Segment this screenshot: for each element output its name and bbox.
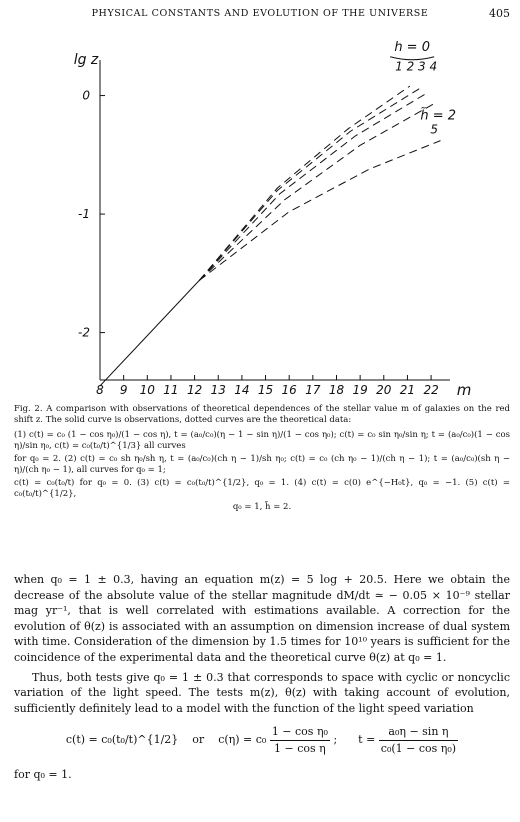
y-tick-label: -2: [78, 325, 90, 340]
x-tick-label: 19: [352, 383, 368, 397]
caption-formula-3: c(t) = c₀(t₀/t) for q₀ = 0. (3) c(t) = c₀(t₀/t)^{1/2}, q₀ = 1. (4) c(t) = c(0) e^{−H₀t}, q₀ = −1. (5) c(t) = c₀(t₀/t)^{1/2},: [14, 477, 510, 500]
caption-formula-2: for q₀ = 2. (2) c(t) = c₀ sh η₀/sh η, t = (a₀/c₀)(ch η − 1)/sh η₀; c(t) = c₀ (ch η₀ − 1)/(ch η − 1); t = (a₀/c₀)(sh η − η)/(ch η₀ − 1), all curves for q₀ = 1;: [14, 453, 510, 476]
y-tick-label: -1: [78, 207, 90, 222]
group-b-number: 5: [430, 122, 438, 137]
body-text: [14, 572, 510, 786]
eq-mid-den: 1 − cos η: [274, 742, 326, 756]
series-curve: [199, 86, 409, 280]
x-tick-label: 20: [376, 383, 392, 397]
x-tick-label: 14: [234, 383, 250, 397]
paragraph-1: when q₀ = 1 ± 0.3, having an equation m(z) = 5 log + 20.5. Here we obtain the decrease of the absolute value of the stellar magnitude dM/dt ≃ − 0.05 × 10⁻⁹ stellar mag yr⁻¹, that is well correlated with estimations available. A correction for the evolution of θ(z) is associated with an assumption on dimension increase of dual system with time. Consideration of the dimension by 1.5 times for 10¹⁰ years is sufficient for the coincidence of the experimental data and the theoretical curve θ(z) at q₀ = 1.: [14, 573, 510, 665]
eq-mid-prefix: c(η) = c₀: [218, 733, 267, 747]
eq-left: c(t) = c₀(t₀/t)^{1/2}: [65, 733, 179, 747]
x-tick-label: 13: [210, 383, 226, 397]
x-tick-label: 15: [257, 383, 274, 397]
display-equation: [14, 724, 510, 756]
group-b-label: h̃ = 2: [420, 108, 457, 124]
caption-formula-1: (1) c(t) = c₀ (1 − cos η₀)/(1 − cos η), t = (a₀/c₀)(η − 1 − sin η)/(1 − cos η₀); c(t) = c₀ sin η₀/sin η; t = (a₀/c₀)(1 − cos η)/sin η₀, c(t) = c₀(t₀/t)^{1/3} all curves: [14, 429, 510, 452]
figure-caption: [14, 404, 510, 514]
series-curve: [199, 92, 428, 280]
x-tick-label: 17: [305, 383, 321, 397]
figure-2: [40, 40, 480, 400]
x-tick-label: 11: [163, 383, 179, 397]
x-tick-label: 12: [186, 383, 203, 397]
x-tick-label: 21: [399, 383, 416, 397]
running-title: PHYSICAL CONSTANTS AND EVOLUTION OF THE UNIVERSE: [91, 8, 429, 19]
page-header: [0, 0, 520, 24]
page-number: 405: [489, 7, 510, 20]
x-tick-label: 8: [96, 383, 104, 397]
eq-mid-num: 1 − cos η₀: [270, 724, 330, 741]
eq-mid-fraction: [270, 724, 330, 756]
paragraph-2: Thus, both tests give q₀ = 1 ± 0.3 that corresponds to space with cyclic or noncyclic variation of the light speed. The tests m(z), θ(z) with taking account of evolution, sufficiently definitely lead to a model with the function of the light speed variation: [14, 670, 510, 715]
y-tick-label: 0: [82, 88, 90, 103]
eq-right-den: c₀(1 − cos η₀): [380, 742, 457, 756]
x-tick-label: 9: [119, 383, 128, 397]
x-tick-label: 10: [139, 383, 155, 397]
x-axis-label: m: [456, 381, 472, 399]
eq-sep: ;: [333, 733, 338, 747]
caption-formula-4: q₀ = 1, h̃ = 2.: [232, 501, 292, 512]
x-tick-label: 22: [423, 383, 439, 397]
caption-intro: Fig. 2. A comparison with observations of theoretical dependences of the stellar value m of galaxies on the red shift z. The solid curve is observations, dotted curves are the theoretical data:: [14, 404, 510, 426]
x-tick-label: 16: [281, 383, 297, 397]
group-a-label: h̃ = 0: [394, 40, 430, 55]
group-a-numbers: 1 2 3 4: [395, 59, 438, 74]
x-tick-label: 18: [328, 383, 345, 397]
series-curve: [100, 280, 199, 386]
stellar-magnitude-chart: [40, 40, 480, 400]
eq-right-num: a₀η − sin η: [379, 724, 458, 741]
eq-right-prefix: t =: [358, 733, 376, 747]
series-curve: [199, 141, 440, 281]
paragraph-3: for q₀ = 1.: [14, 767, 72, 781]
y-axis-label: lg z: [73, 52, 99, 68]
eq-or: or: [192, 733, 205, 747]
eq-right-fraction: [379, 724, 458, 756]
